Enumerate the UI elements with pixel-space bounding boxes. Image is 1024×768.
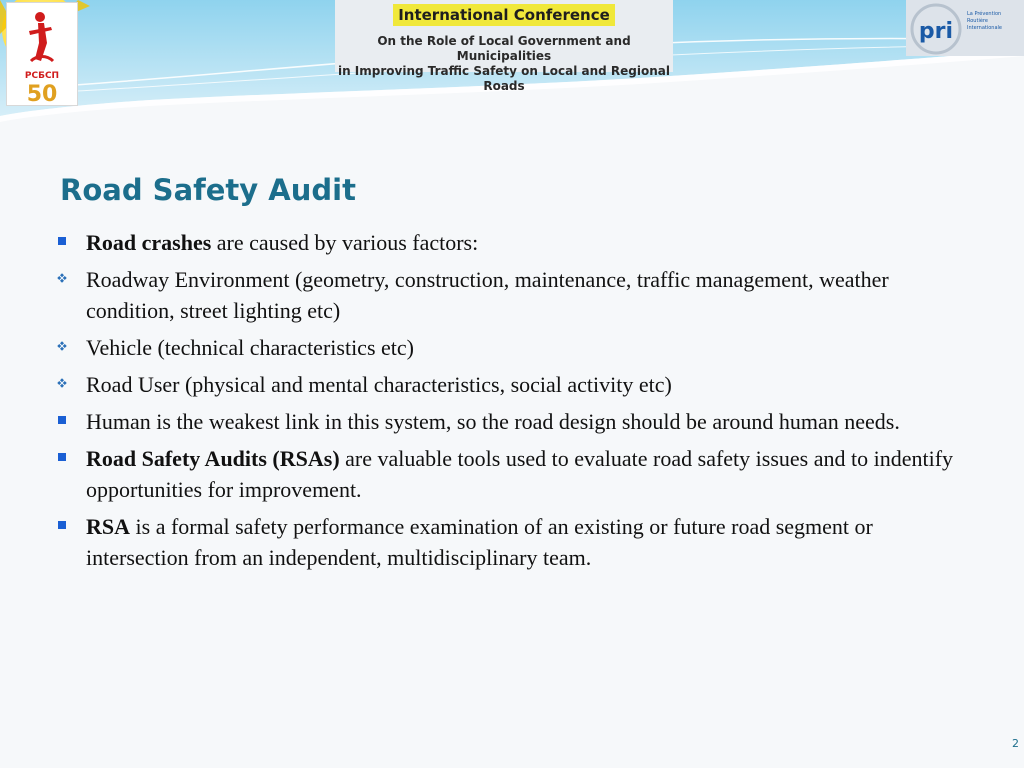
bullet-bold-text: RSA <box>86 514 131 539</box>
svg-text:50: 50 <box>26 82 58 105</box>
diamond-bullet-icon <box>57 273 67 283</box>
bullet-text: Vehicle (technical characteristics etc) <box>86 335 414 360</box>
square-bullet-icon <box>57 236 67 246</box>
bullet-item <box>50 264 970 326</box>
bullet-item <box>50 443 970 505</box>
conference-title: International Conference <box>393 4 615 26</box>
bullet-bold-text: Road Safety Audits (RSAs) <box>86 446 340 471</box>
bullet-list <box>50 227 970 579</box>
pri-logo-icon <box>906 0 966 56</box>
diamond-bullet-icon <box>57 378 67 388</box>
bullet-text: is a formal safety performance examination of an existing or future road segment or intersection from an independent, multidisciplinary team. <box>86 514 873 570</box>
bullet-bold-text: Road crashes <box>86 230 212 255</box>
svg-text:РСБСП: РСБСП <box>24 71 60 81</box>
logo-emblem-icon <box>7 3 77 105</box>
square-bullet-icon <box>57 415 67 425</box>
conference-banner <box>335 0 673 93</box>
bullet-item <box>50 406 970 437</box>
bullet-item <box>50 369 970 400</box>
bullet-item <box>50 332 970 363</box>
page-number: 2 <box>1012 737 1019 750</box>
bullet-text: Road User (physical and mental characteristics, social activity etc) <box>86 372 672 397</box>
bullet-text: Human is the weakest link in this system, so the road design should be around human needs. <box>86 409 900 434</box>
organization-logo <box>6 2 78 106</box>
svg-text:pri: pri <box>918 19 954 44</box>
partner-logo <box>906 0 1024 56</box>
slide-title: Road Safety Audit <box>60 173 356 207</box>
bullet-item <box>50 227 970 258</box>
diamond-bullet-icon <box>57 341 67 351</box>
bullet-text: Roadway Environment (geometry, construction, maintenance, traffic management, weather condition, street lighting etc) <box>86 267 889 323</box>
conference-subtitle: On the Role of Local Government and Municipalities <box>377 34 631 63</box>
bullet-text: are valuable tools used to evaluate road safety issues and to indentify opportunities for improvement. <box>86 446 954 502</box>
bullet-item <box>50 511 970 573</box>
bullet-text: are caused by various factors: <box>211 230 479 255</box>
conference-subtitle: in Improving Traffic Safety on Local and Regional Roads <box>337 64 671 93</box>
square-bullet-icon <box>57 520 67 530</box>
square-bullet-icon <box>57 452 67 462</box>
partner-name: La Prévention Routière Internationale <box>967 11 1002 31</box>
